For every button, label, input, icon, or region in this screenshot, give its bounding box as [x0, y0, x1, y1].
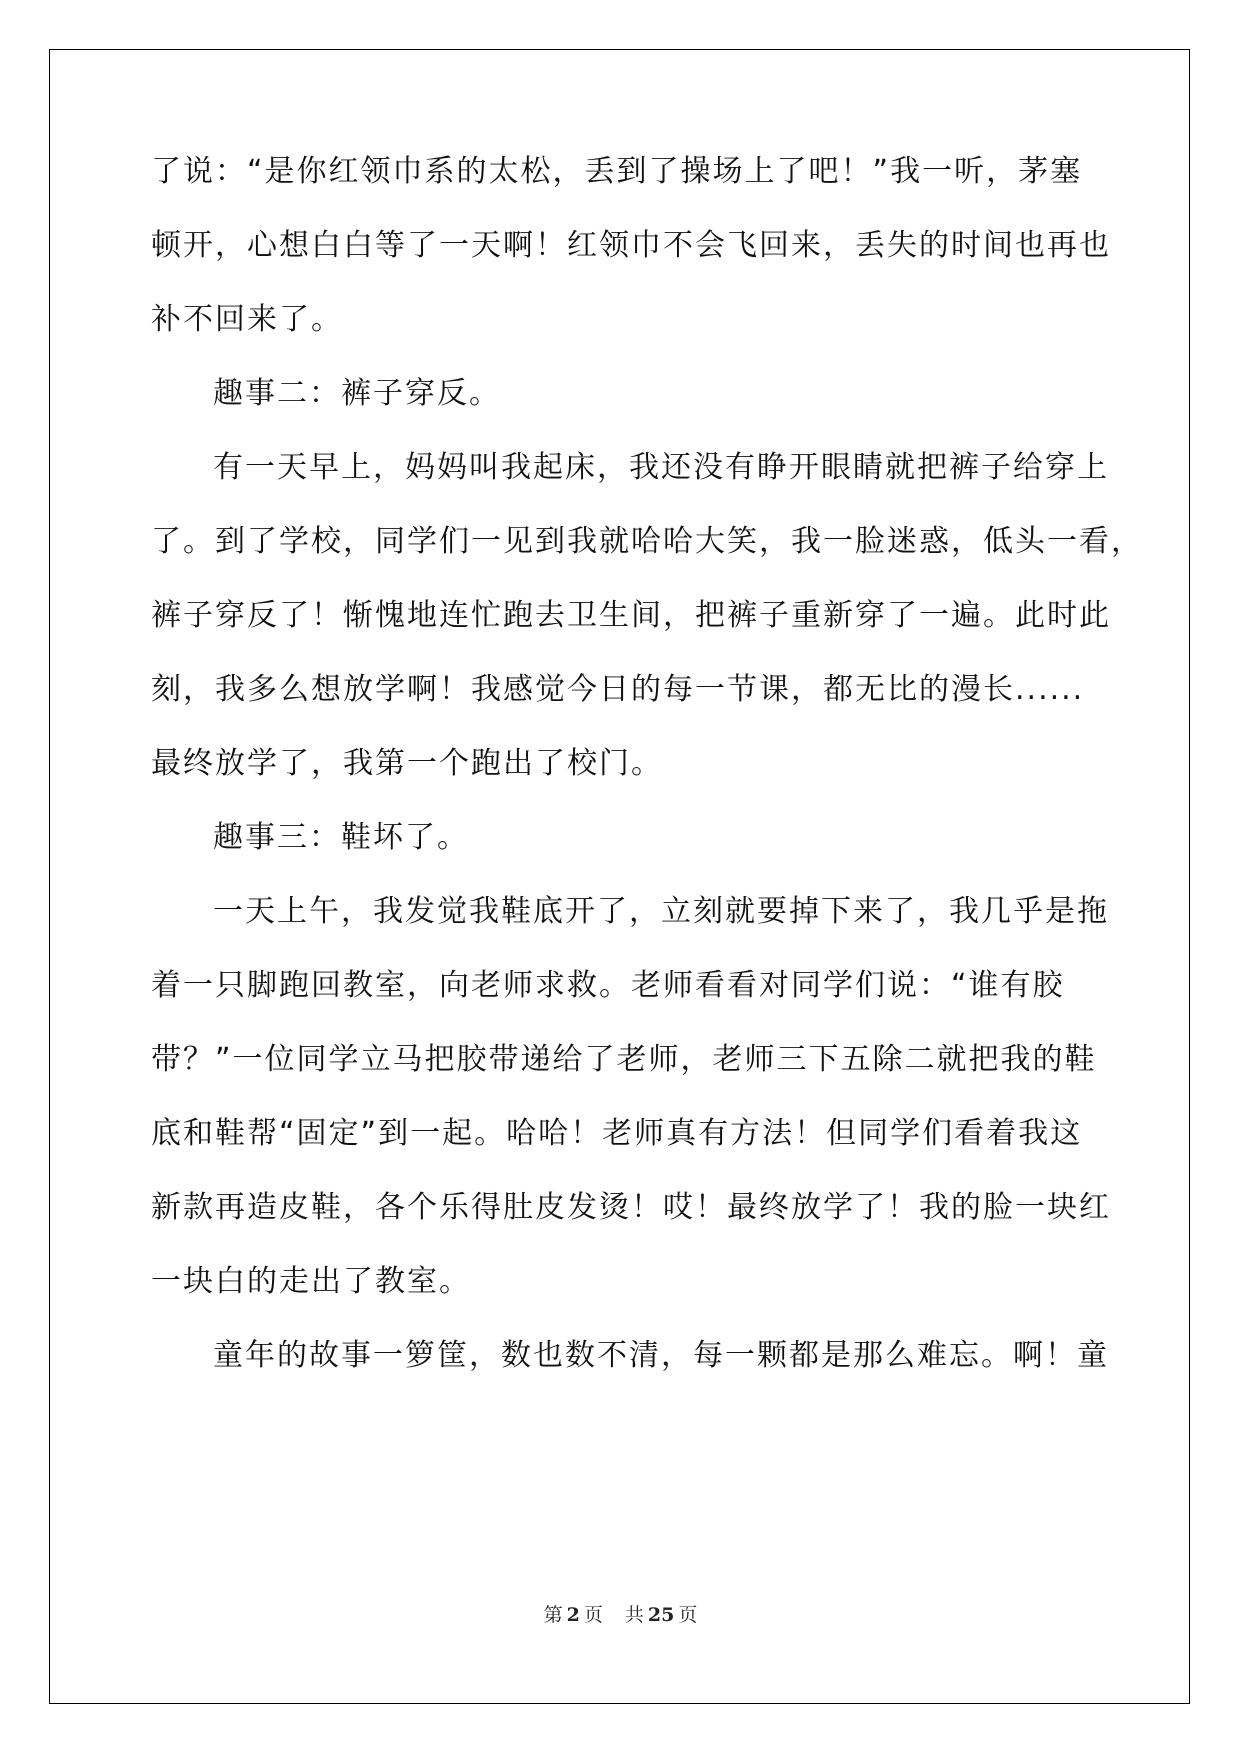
section-heading: 趣事三：鞋坏了。	[213, 820, 469, 855]
text-line: 裤子穿反了！惭愧地连忙跑去卫生间，把裤子重新穿了一遍。此时此	[151, 598, 1111, 633]
page-prefix: 第	[543, 1604, 563, 1626]
text-line: 最终放学了，我第一个跑出了校门。	[151, 746, 663, 781]
text-line: 了。到了学校，同学们一见到我就哈哈大笑，我一脸迷惑，低头一看，	[151, 524, 1143, 559]
text-line: 有一天早上，妈妈叫我起床，我还没有睁开眼睛就把裤子给穿上	[213, 450, 1109, 485]
total-unit: 页	[678, 1604, 698, 1626]
text-line: 新款再造皮鞋，各个乐得肚皮发烫！哎！最终放学了！我的脸一块红	[151, 1190, 1111, 1225]
section-heading: 趣事二：裤子穿反。	[213, 376, 501, 411]
text-line: 一天上午，我发觉我鞋底开了，立刻就要掉下来了，我几乎是拖	[213, 894, 1109, 929]
text-line: 底和鞋帮“固定”到一起。哈哈！老师真有方法！但同学们看着我这	[151, 1116, 1083, 1151]
text-line: 童年的故事一箩筐，数也数不清，每一颗都是那么难忘。啊！童	[213, 1338, 1109, 1373]
text-line: 带？”一位同学立马把胶带递给了老师，老师三下五除二就把我的鞋	[151, 1042, 1097, 1077]
text-line: 补不回来了。	[151, 302, 343, 337]
current-page-number: 2	[566, 1604, 580, 1626]
text-line: 了说：“是你红领巾系的太松，丢到了操场上了吧！”我一听，茅塞	[151, 154, 1083, 189]
text-line: 顿开，心想白白等了一天啊！红领巾不会飞回来，丢失的时间也再也	[151, 228, 1111, 263]
text-line: 着一只脚跑回教室，向老师求救。老师看看对同学们说：“谁有胶	[151, 968, 1065, 1003]
page-unit: 页	[583, 1604, 603, 1626]
page-footer	[0, 1600, 1241, 1627]
text-line: 刻，我多么想放学啊！我感觉今日的每一节课，都无比的漫长......	[151, 672, 1085, 707]
total-prefix: 共	[624, 1604, 644, 1626]
total-page-count: 25	[647, 1604, 675, 1626]
text-line: 一块白的走出了教室。	[151, 1264, 471, 1299]
